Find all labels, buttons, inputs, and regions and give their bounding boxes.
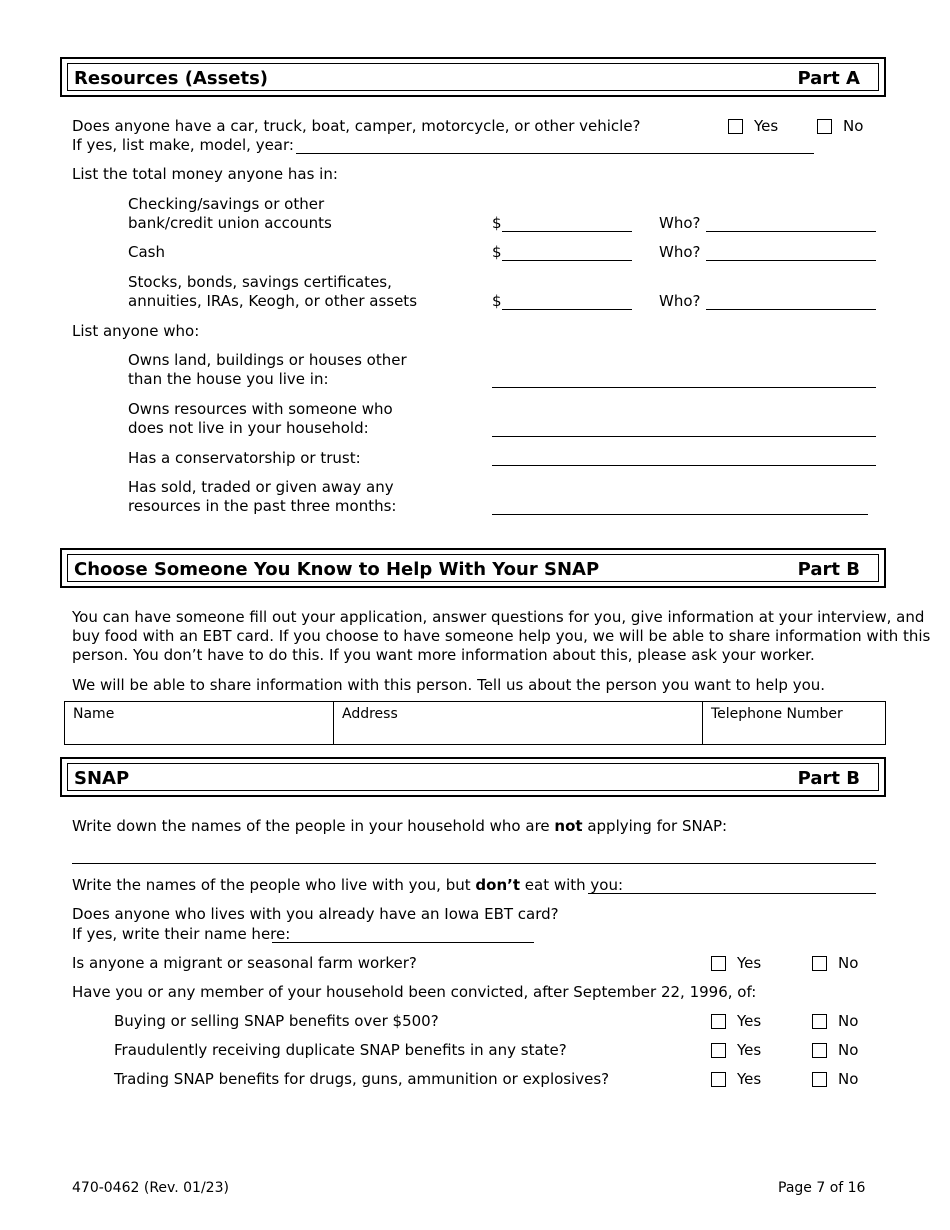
ebt-name-field[interactable] <box>272 942 534 943</box>
cash-who-field[interactable] <box>706 260 876 261</box>
trading-yes-label: Yes <box>737 1070 762 1088</box>
helper-name-cell[interactable] <box>65 702 334 744</box>
migrant-no-label: No <box>838 954 859 972</box>
trading-no-label: No <box>838 1070 859 1088</box>
sold-label-line2: resources in the past three months: <box>128 497 397 515</box>
ebt-card-question: Does anyone who lives with you already have an Iowa EBT card? <box>72 905 559 923</box>
land-label-line1: Owns land, buildings or houses other <box>128 351 407 369</box>
fraud-no-label: No <box>838 1041 859 1059</box>
vehicle-yes-label: Yes <box>754 117 779 135</box>
helper-phone-header: Telephone Number <box>711 706 843 722</box>
stocks-label-line2: annuities, IRAs, Keogh, or other assets <box>128 292 418 310</box>
cash-label: Cash <box>128 243 165 261</box>
help-paragraph-line3: person. You don’t have to do this. If you want more information about this, please ask your worker. <box>72 646 815 664</box>
anyone-intro: List anyone who: <box>72 322 200 340</box>
non-applying-names-field[interactable] <box>72 863 876 864</box>
trust-field[interactable] <box>492 465 876 466</box>
migrant-question: Is anyone a migrant or seasonal farm worker? <box>72 954 417 972</box>
buying-no-checkbox[interactable] <box>812 1014 827 1029</box>
ebt-name-label: If yes, write their name here: <box>72 925 291 943</box>
duplicate-benefits-question: Fraudulently receiving duplicate SNAP benefits in any state? <box>114 1041 567 1059</box>
help-paragraph-line2: buy food with an EBT card. If you choose to have someone help you, we will be able to share information with this <box>72 627 931 645</box>
vehicle-list-label: If yes, list make, model, year: <box>72 136 294 154</box>
shared-resources-field[interactable] <box>492 436 876 437</box>
shared-label-line2: does not live in your household: <box>128 419 369 437</box>
checking-who-field[interactable] <box>706 231 876 232</box>
trading-yes-checkbox[interactable] <box>711 1072 726 1087</box>
land-field[interactable] <box>492 387 876 388</box>
stocks-label-line1: Stocks, bonds, savings certificates, <box>128 273 392 291</box>
checking-label-line1: Checking/savings or other <box>128 195 325 213</box>
helper-info-table <box>64 701 886 745</box>
buying-selling-question: Buying or selling SNAP benefits over $500? <box>114 1012 439 1030</box>
vehicle-no-checkbox[interactable] <box>817 119 832 134</box>
section-part-label: Part B <box>797 559 860 580</box>
dollar-sign: $ <box>492 214 502 232</box>
stocks-who-field[interactable] <box>706 309 876 310</box>
migrant-yes-label: Yes <box>737 954 762 972</box>
fraud-no-checkbox[interactable] <box>812 1043 827 1058</box>
buying-yes-label: Yes <box>737 1012 762 1030</box>
migrant-yes-checkbox[interactable] <box>711 956 726 971</box>
vehicle-question: Does anyone have a car, truck, boat, camper, motorcycle, or other vehicle? <box>72 117 641 135</box>
section-part-label: Part B <box>797 768 860 789</box>
helper-address-cell[interactable] <box>334 702 703 744</box>
vehicle-list-field[interactable] <box>296 153 814 154</box>
checking-amount-field[interactable] <box>502 231 632 232</box>
section-title: Resources (Assets) <box>74 68 269 89</box>
buying-no-label: No <box>838 1012 859 1030</box>
section-header-resources <box>60 57 886 97</box>
form-number: 470-0462 (Rev. 01/23) <box>72 1180 229 1196</box>
fraud-yes-checkbox[interactable] <box>711 1043 726 1058</box>
fraud-yes-label: Yes <box>737 1041 762 1059</box>
section-title: Choose Someone You Know to Help With Your SNAP <box>74 559 600 580</box>
section-header-inner <box>67 763 879 791</box>
live-not-eat-field[interactable] <box>588 893 876 894</box>
convicted-question: Have you or any member of your household been convicted, after September 22, 1996, of: <box>72 983 757 1001</box>
dollar-sign: $ <box>492 292 502 310</box>
who-label: Who? <box>659 214 701 232</box>
section-part-label: Part A <box>797 68 860 89</box>
section-header-inner <box>67 63 879 91</box>
stocks-amount-field[interactable] <box>502 309 632 310</box>
checking-label-line2: bank/credit union accounts <box>128 214 332 232</box>
trading-no-checkbox[interactable] <box>812 1072 827 1087</box>
trading-benefits-question: Trading SNAP benefits for drugs, guns, ammunition or explosives? <box>114 1070 610 1088</box>
money-intro: List the total money anyone has in: <box>72 165 338 183</box>
trust-label: Has a conservatorship or trust: <box>128 449 361 467</box>
vehicle-no-label: No <box>843 117 864 135</box>
help-paragraph-line1: You can have someone fill out your application, answer questions for you, give information at your interview, and <box>72 608 925 626</box>
page-number: Page 7 of 16 <box>778 1180 866 1196</box>
land-label-line2: than the house you live in: <box>128 370 329 388</box>
sold-label-line1: Has sold, traded or given away any <box>128 478 394 496</box>
section-header-inner <box>67 554 879 582</box>
helper-address-header: Address <box>342 706 398 722</box>
helper-name-header: Name <box>73 706 115 722</box>
live-not-eat-label: Write the names of the people who live with you, but don’t eat with you: <box>72 876 624 894</box>
who-label: Who? <box>659 292 701 310</box>
section-title: SNAP <box>74 768 130 789</box>
section-header-snap <box>60 757 886 797</box>
section-header-help <box>60 548 886 588</box>
sold-field[interactable] <box>492 514 868 515</box>
who-label: Who? <box>659 243 701 261</box>
dollar-sign: $ <box>492 243 502 261</box>
shared-label-line1: Owns resources with someone who <box>128 400 393 418</box>
helper-phone-cell[interactable] <box>703 702 885 744</box>
vehicle-yes-checkbox[interactable] <box>728 119 743 134</box>
cash-amount-field[interactable] <box>502 260 632 261</box>
non-applying-names-label: Write down the names of the people in your household who are not applying for SNAP: <box>72 817 728 835</box>
buying-yes-checkbox[interactable] <box>711 1014 726 1029</box>
migrant-no-checkbox[interactable] <box>812 956 827 971</box>
share-info-text: We will be able to share information with this person. Tell us about the person you want to help you. <box>72 676 826 694</box>
